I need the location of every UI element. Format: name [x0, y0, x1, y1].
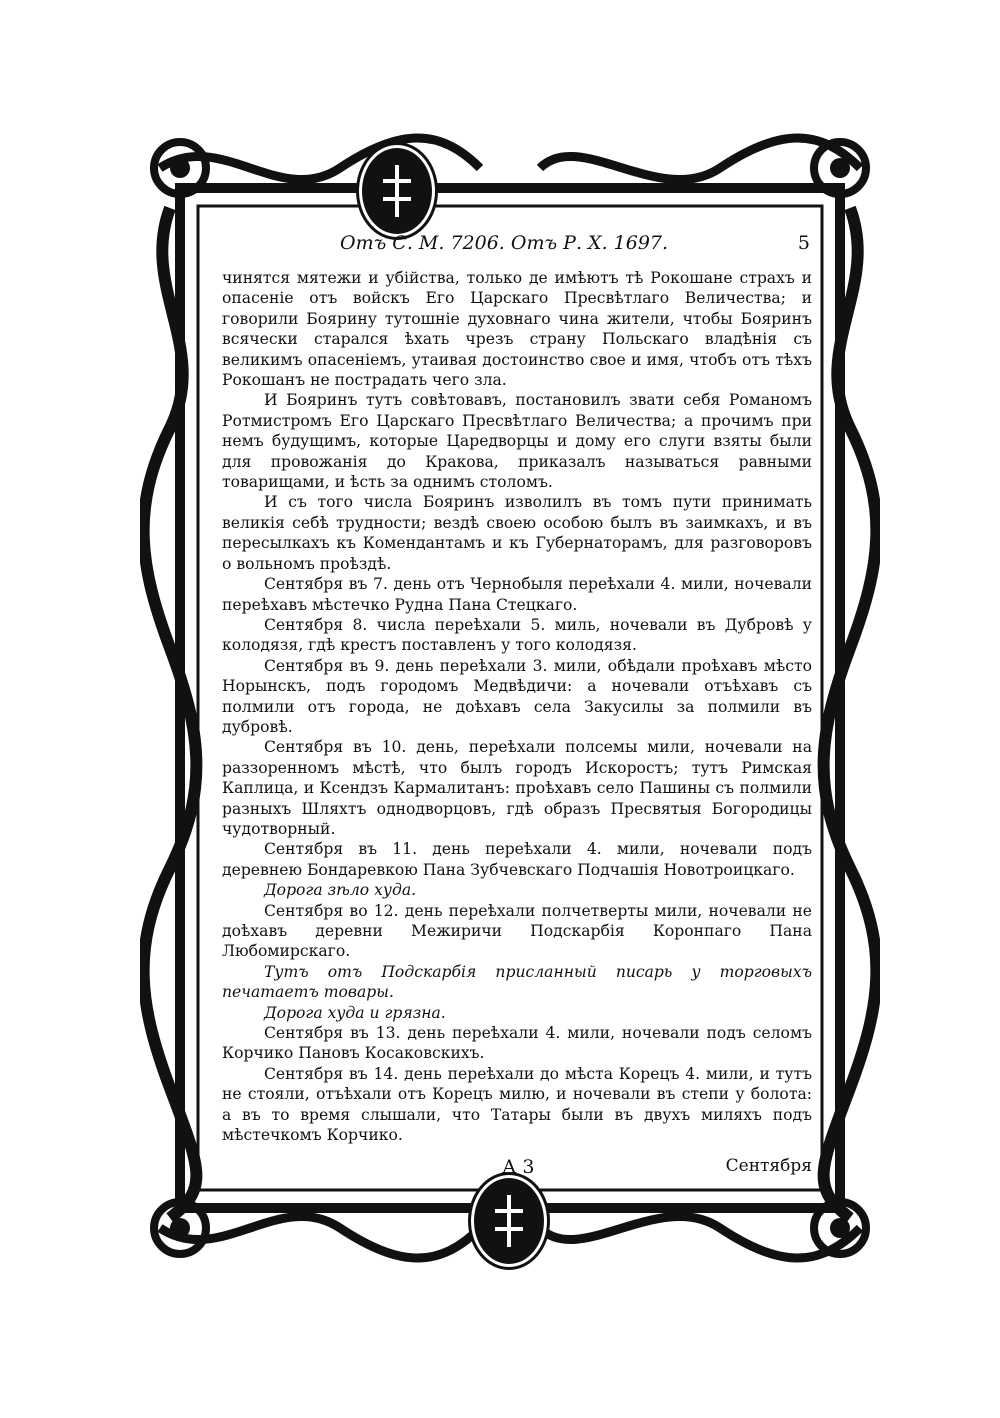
- paragraph: Сентября въ 13. день переѣхали 4. мили, ночевали подъ селомъ Корчико Пановъ Косаковскихъ.: [222, 1024, 812, 1063]
- running-head: Отъ С. М. 7206. Отъ Р. Х. 1697.: [340, 232, 669, 254]
- body-text: [222, 268, 812, 1145]
- page-header: [220, 232, 810, 262]
- paragraph: Сентября во 12. день переѣхали полчетверты мили, ночевали не доѣхавъ деревни Межиричи Подскарбія Коронпаго Пана Любомирскаго.: [222, 901, 812, 961]
- paragraph: Сентября въ 10. день, переѣхали полсемы мили, ночевали на раззоренномъ мѣстѣ, что былъ городъ Искоростъ; тутъ Римская Каплица, и Ксендзъ Кармалитанъ: проѣхавъ село Пашины съ полмили разныхъ Шляхтъ однодворцовъ, гдѣ образъ Пресвятыя Богородицы чудотворный.: [222, 738, 812, 838]
- paragraph: Сентября въ 11. день переѣхали 4. мили, ночевали подъ деревнею Бондаревкою Пана Зубчевскаго Подчашія Новотроицкаго.: [222, 840, 812, 879]
- catchword: Сентября: [725, 1156, 812, 1176]
- paragraph: И Бояринъ тутъ совѣтовавъ, постановилъ звати себя Романомъ Ротмистромъ Его Царскаго Пресвѣтлаго Величества; а прочимъ при немъ будущимъ, которые Царедворцы и дому его слуги взяты были для провожанія до Кракова, приказалъ называться равными товарищами, и ѣсть за однимъ столомъ.: [222, 391, 812, 492]
- paragraph: чинятся мятежи и убійства, только де имѣютъ тѣ Рокошане страхъ и опасеніе отъ войскъ Его Царскаго Пресвѣтлаго Величества; и говорили Боярину тутошніе духовнаго чина жители, чтобы Бояринъ всячески старался ѣхать чрезъ страну Польскаго владѣнія съ великимъ опасеніемъ, утаивая достоинство свое и имя, чтобъ отъ тѣхъ Рокошанъ не пострадать чего зла.: [222, 269, 812, 390]
- paragraph: Сентября въ 7. день отъ Чернобыля переѣхали 4. мили, ночевали переѣхавъ мѣстечко Рудна Пана Стецкаго.: [222, 575, 812, 614]
- paragraph: Сентября въ 9. день переѣхали 3. мили, обѣдали проѣхавъ мѣсто Норынскъ, подъ городомъ Медвѣдичи: а ночевали отъѣхавъ съ полмили отъ города, не доѣхавъ села Закусилы за полмили въ дубровѣ.: [222, 656, 812, 736]
- paragraph: И съ того числа Бояринъ изволилъ въ томъ пути принимать великія себѣ трудности; вездѣ своею особою былъ въ заимкахъ, и въ пересылкахъ къ Комендантамъ и къ Губернаторамъ, для разговоровъ о вольномъ проѣздѣ.: [222, 493, 812, 573]
- paragraph-note: Дорога зѣло худа.: [264, 881, 417, 900]
- paragraph-note: Тутъ отъ Подскарбія присланный писарь у торговыхъ печатаетъ товары.: [222, 962, 812, 1002]
- coat-of-arms-seal-icon: [474, 1178, 544, 1264]
- page-number: 5: [797, 232, 810, 254]
- signature-mark: А 3: [502, 1156, 535, 1178]
- page-footer: [222, 1156, 812, 1182]
- coat-of-arms-seal-icon: [362, 148, 432, 234]
- paragraph: Сентября 8. числа переѣхали 5. миль, ночевали въ Дубровѣ у колодязя, гдѣ крестъ поставленъ у того колодязя.: [222, 615, 812, 655]
- paragraph: Сентября въ 14. день переѣхали до мѣста Корецъ 4. мили, и тутъ не стояли, отъѣхали отъ Корецъ милю, и ночевали въ степи у болота: а въ то время слышали, что Татары были въ двухъ миляхъ подъ мѣстечкомъ Корчико.: [222, 1064, 812, 1145]
- paragraph-note: Дорога худа и грязна.: [264, 1003, 446, 1022]
